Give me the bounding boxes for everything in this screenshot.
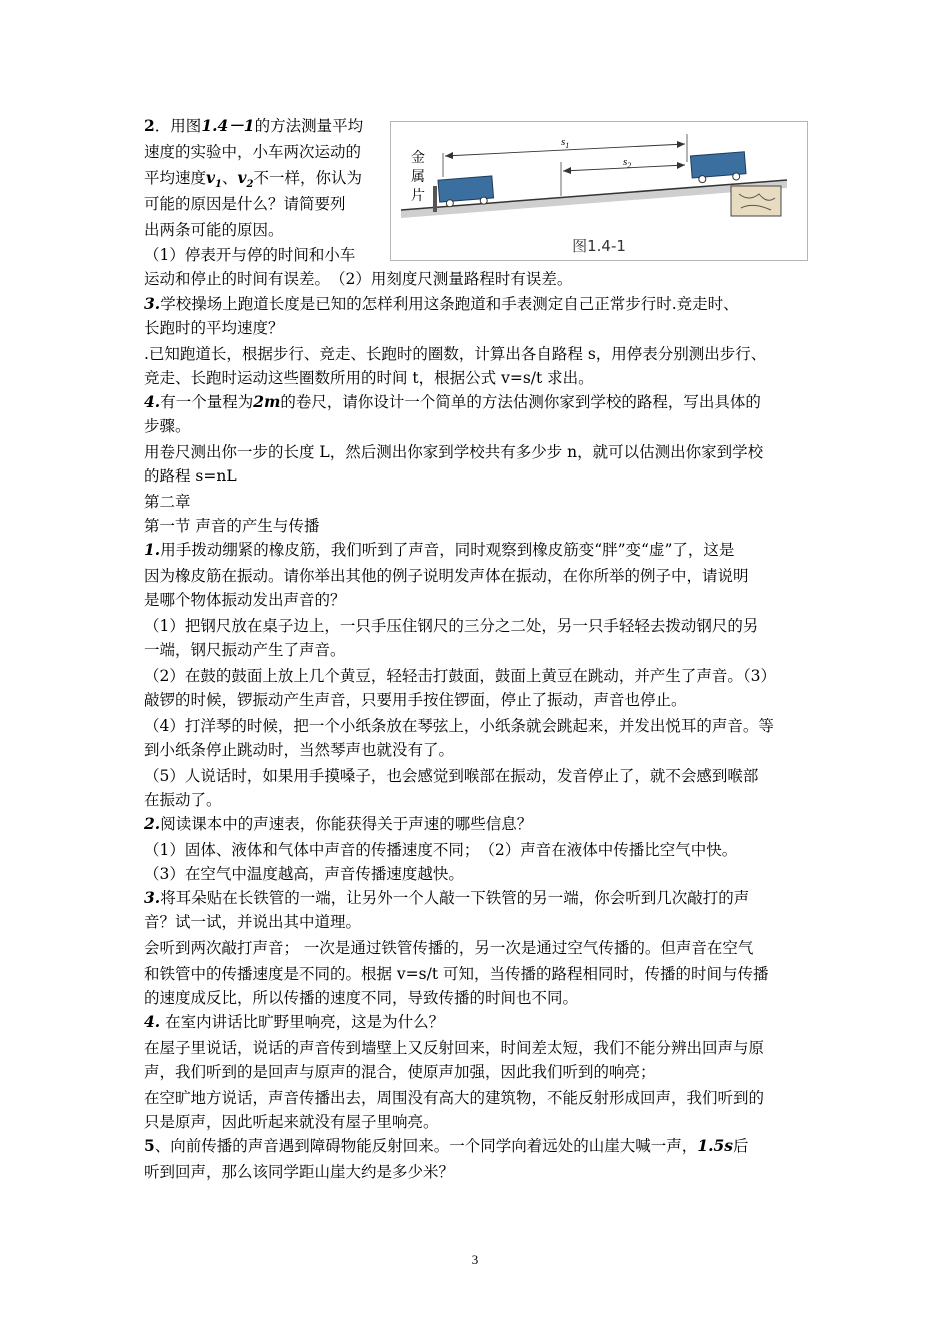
s1-answer-6: 到小纸条停止跳动时，当然琴声也就没有了。 — [144, 741, 455, 759]
q2-text: 不一样，你认为 — [253, 169, 363, 187]
q2-line-1 — [144, 114, 363, 138]
s3-text: 将耳朵贴在长铁管的一端，让另外一个人敲一下铁管的另一端，你会听到几次敲打的声 — [160, 889, 750, 907]
s2-line-1 — [144, 812, 532, 836]
cart-top — [690, 152, 746, 184]
metal-label-3: 片 — [411, 188, 425, 204]
s4-text: 在室内讲话比旷野里响亮，这是为什么？ — [160, 1013, 445, 1031]
s1-answer-7: （5）人说话时，如果用手摸嗓子，也会感觉到喉部在振动，发音停止了，就不会感到喉部 — [144, 767, 759, 785]
s5-line-2: 听到回声，那么该同学距山崖大约是多少米？ — [144, 1163, 455, 1181]
q2-line-4: 可能的原因是什么？请简要列 — [144, 195, 346, 213]
s5-line-1 — [144, 1134, 749, 1158]
s2-text: 阅读课本中的声速表，你能获得关于声速的哪些信息？ — [160, 815, 533, 833]
s3-answer-3: 的速度成反比，所以传播的速度不同，导致传播的时间也不同。 — [144, 989, 579, 1007]
q4-answer-1: 用卷尺测出你一步的长度 L，然后测出你家到学校共有多少步 n，就可以估测出你家到学校 — [144, 443, 764, 461]
s3-line-1 — [144, 886, 749, 910]
q4-line-2: 步骤。 — [144, 417, 191, 435]
v2-symbol: v — [237, 168, 247, 187]
s1-line-2: 因为橡皮筋在振动。请你举出其他的例子说明发声体在振动，在你所举的例子中，请说明 — [144, 567, 749, 585]
q4-number: 4. — [144, 392, 161, 411]
s1-answer-2: 一端，钢尺振动产生了声音。 — [144, 641, 346, 659]
q4-answer-2: 的路程 s=nL — [144, 467, 237, 485]
page-number: 3 — [471, 1252, 479, 1267]
s1-number: 1. — [144, 540, 161, 559]
q2-text: 平均速度 — [144, 169, 207, 187]
s1-text: 用手拨动绷紧的橡皮筋，我们听到了声音，同时观察到橡皮筋变“胖”变“虚”了，这是 — [160, 541, 735, 559]
q2-answer-2: 运动和停止的时间有误差。 （2）用刻度尺测量路程时有误差。 — [144, 270, 573, 288]
q4-line-1 — [144, 390, 761, 414]
q4-text: 的卷尺，请你设计一个简单的方法估测你家到学校的路程，写出具体的 — [280, 393, 761, 411]
s3-line-2: 音？试一试，并说出其中道理。 — [144, 913, 362, 931]
s1-answer-8: 在振动了。 — [144, 791, 222, 809]
v1-symbol: v — [206, 168, 216, 187]
s4-answer-1: 在屋子里说话，说话的声音传到墙壁上又反射回来，时间差太短，我们不能分辨出回声与原 — [144, 1039, 765, 1057]
s4-answer-2: 声，我们听到的是回声与原声的混合，使原声加强，因此我们听到的响亮； — [144, 1063, 656, 1081]
q3-line-2: 长跑时的平均速度？ — [144, 319, 284, 337]
s5-text: 后 — [733, 1137, 749, 1155]
s1-label: $s_1$ — [561, 136, 570, 150]
s1-answer-5: （4）打洋琴的时候，把一个小纸条放在琴弦上，小纸条就会跳起来，并发出悦耳的声音。等 — [144, 717, 774, 735]
s2-number: 2. — [144, 814, 161, 833]
s5-text: 、向前传播的声音遇到障碍物能反射回来。一个同学向着远处的山崖大喊一声， — [154, 1137, 698, 1155]
s1-answer-1: （1）把钢尺放在桌子边上，一只手压住钢尺的三分之二处，另一只手轻轻去拨动钢尺的另 — [144, 617, 759, 635]
q4-range: 2m — [253, 392, 281, 411]
q3-text: 学校操场上跑道长度是已知的怎样利用这条跑道和手表测定自己正常步行时.竞走时、 — [160, 295, 739, 313]
s2-label: $s_2$ — [623, 156, 632, 170]
metal-label-2: 属 — [411, 169, 425, 185]
s1-answer-4: 敲锣的时候，锣振动产生声音，只要用手按住锣面，停止了振动，声音也停止。 — [144, 691, 687, 709]
q2-line-5: 出两条可能的原因。 — [144, 221, 284, 239]
section-title: 第一节 声音的产生与传播 — [144, 517, 320, 535]
q3-answer-2: 竞走、长跑时运动这些圈数所用的时间 t，根据公式 v=s/t 求出。 — [144, 369, 594, 387]
q3-line-1 — [144, 292, 739, 316]
q2-figure-ref: 1.4－1 — [201, 116, 255, 135]
s4-number: 4. — [144, 1012, 161, 1031]
s2-answer-1: （1）固体、液体和气体中声音的传播速度不同； （2）声音在液体中传播比空气中快。 — [144, 841, 738, 859]
s1-answer-3: （2）在鼓的鼓面上放上几个黄豆，轻轻击打鼓面，鼓面上黄豆在跳动，并产生了声音。（3） — [144, 667, 776, 685]
support-block — [731, 186, 781, 216]
q2-number: 2 — [144, 116, 155, 135]
s3-answer-1: 会听到两次敲打声音； 一次是通过铁管传播的，另一次是通过空气传播的。但声音在空气 — [144, 939, 754, 957]
v2-subscript: 2 — [246, 179, 254, 191]
s1-line-1 — [144, 538, 734, 562]
s3-number: 3. — [144, 888, 161, 907]
s1-line-3: 是哪个物体振动发出声音的？ — [144, 591, 346, 609]
separator: 、 — [222, 169, 238, 187]
s4-answer-4: 只是原声，因此听起来就没有屋子里响亮。 — [144, 1113, 439, 1131]
q3-answer-1: .已知跑道长，根据步行、竞走、长跑时的圈数，计算出各自路程 s，用停表分别测出步行、 — [144, 345, 767, 363]
s2-answer-2: （3）在空气中温度越高，声音传播速度越快。 — [144, 865, 464, 883]
s3-answer-2: 和铁管中的传播速度是不同的。根据 v=s/t 可知，当传播的路程相同时，传播的时间与传播 — [144, 965, 769, 983]
s5-time: 1.5s — [697, 1136, 734, 1155]
q2-answer-1: （1）停表开与停的时间和小车 — [144, 246, 356, 264]
figure-caption: 图1.4-1 — [572, 237, 626, 255]
q4-text: 有一个量程为 — [160, 393, 254, 411]
incline-diagram — [391, 122, 807, 260]
q3-number: 3. — [144, 294, 161, 313]
figure-1-4-1 — [390, 121, 808, 261]
q2-text: ．用图 — [154, 117, 202, 135]
cart-bottom — [438, 176, 494, 208]
metal-plate — [433, 186, 437, 212]
metal-label-1: 金 — [411, 150, 425, 166]
chapter-title: 第二章 — [144, 493, 191, 511]
s5-number: 5 — [144, 1136, 155, 1155]
s4-answer-3: 在空旷地方说话，声音传播出去，周围没有高大的建筑物，不能反射形成回声，我们听到的 — [144, 1089, 765, 1107]
s4-line-1 — [144, 1010, 444, 1034]
v1-subscript: 1 — [215, 179, 222, 191]
q2-line-2: 速度的实验中，小车两次运动的 — [144, 143, 362, 161]
q2-text: 的方法测量平均 — [254, 117, 364, 135]
